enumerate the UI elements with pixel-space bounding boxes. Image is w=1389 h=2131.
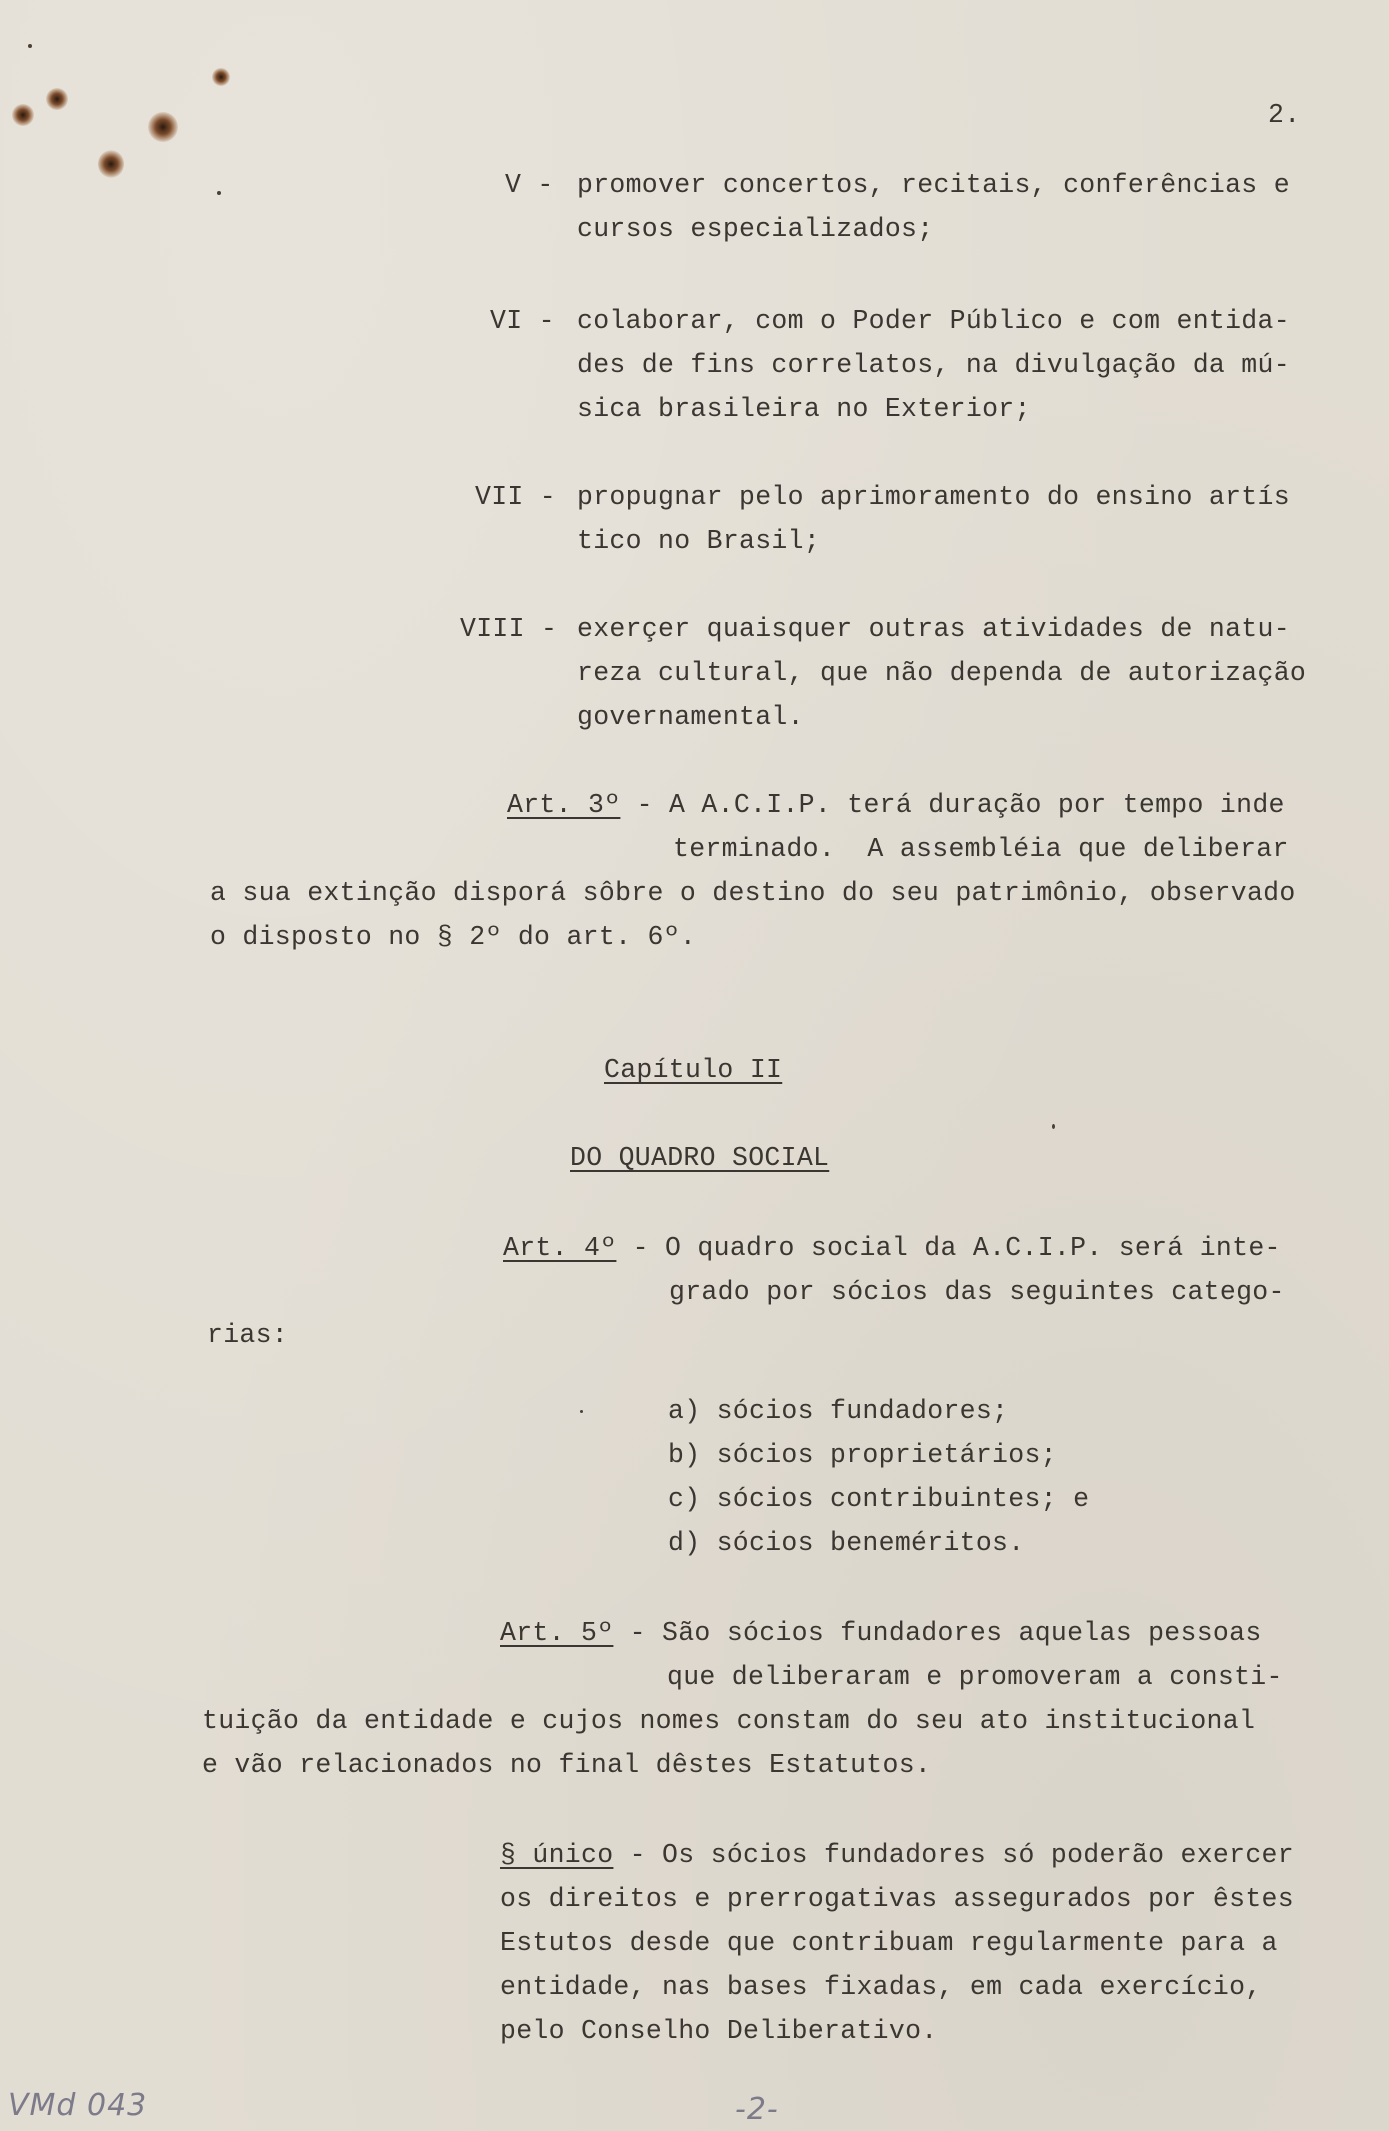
item-line: exerçer quaisquer outras atividades de natu-: [577, 614, 1290, 644]
article-3: [507, 790, 1285, 820]
article-line: a sua extinção disporá sôbre o destino do seu patrimônio, observado: [210, 878, 1296, 908]
item-line: reza cultural, que não dependa de autorização: [577, 658, 1307, 688]
item-numeral: VII -: [475, 482, 557, 512]
article-line: grado por sócios das seguintes catego-: [669, 1277, 1285, 1307]
speck: [28, 44, 32, 48]
article-label: Art. 5º: [500, 1618, 614, 1648]
item-numeral: VIII -: [460, 614, 558, 644]
speck: [580, 1410, 583, 1413]
stain-mark: [46, 88, 68, 110]
article-text: - São sócios fundadores aquelas pessoas: [613, 1618, 1262, 1648]
article-4: [503, 1233, 1281, 1263]
paragraph-line: entidade, nas bases fixadas, em cada exercício,: [500, 1972, 1262, 2002]
item-line: colaborar, com o Poder Público e com entida-: [577, 306, 1290, 336]
article-line: que deliberaram e promoveram a consti-: [667, 1662, 1283, 1692]
item-line: des de fins correlatos, na divulgação da mú-: [577, 350, 1290, 380]
article-line: o disposto no § 2º do art. 6º.: [210, 922, 697, 952]
handwritten-archive-code: VMd 043: [8, 2088, 148, 2123]
article-text: - O quadro social da A.C.I.P. será inte-: [616, 1233, 1281, 1263]
category-item: c) sócios contribuintes; e: [668, 1484, 1090, 1514]
article-line: e vão relacionados no final dêstes Estatutos.: [202, 1750, 932, 1780]
item-line: tico no Brasil;: [577, 526, 821, 556]
stain-mark: [212, 68, 230, 86]
item-line: governamental.: [577, 702, 804, 732]
stain-mark: [12, 104, 34, 126]
article-5: [500, 1618, 1262, 1648]
paragraph-line: pelo Conselho Deliberativo.: [500, 2016, 938, 2046]
item-line: promover concertos, recitais, conferências e: [577, 170, 1290, 200]
item-line: cursos especializados;: [577, 214, 934, 244]
chapter-subtitle: DO QUADRO SOCIAL: [570, 1143, 830, 1173]
paragraph-text: - Os sócios fundadores só poderão exercer: [613, 1840, 1294, 1870]
handwritten-page-mark: -2-: [735, 2092, 779, 2127]
speck: [1052, 1124, 1055, 1129]
item-line: sica brasileira no Exterior;: [577, 394, 1031, 424]
article-line: tuição da entidade e cujos nomes constam do seu ato institucional: [202, 1706, 1256, 1736]
article-text: - A A.C.I.P. terá duração por tempo inde: [620, 790, 1285, 820]
article-label: Art. 3º: [507, 790, 621, 820]
paragraph-unico: [500, 1840, 1294, 1870]
item-line: propugnar pelo aprimoramento do ensino artís: [577, 482, 1290, 512]
page-number: 2.: [1268, 100, 1301, 130]
item-numeral: VI -: [490, 306, 555, 336]
paragraph-line: os direitos e prerrogativas assegurados por êstes: [500, 1884, 1294, 1914]
category-item: b) sócios proprietários;: [668, 1440, 1057, 1470]
article-line: rias:: [207, 1320, 289, 1350]
category-item: d) sócios beneméritos.: [668, 1528, 1025, 1558]
paragraph-line: Estutos desde que contribuam regularmente para a: [500, 1928, 1278, 1958]
stain-mark: [148, 112, 178, 142]
item-numeral: V -: [505, 170, 554, 200]
speck: [217, 191, 221, 195]
stain-mark: [98, 150, 124, 178]
paragraph-label: § único: [500, 1840, 614, 1870]
chapter-title: Capítulo II: [604, 1055, 783, 1085]
article-line: terminado. A assembléia que deliberar: [673, 834, 1289, 864]
category-item: a) sócios fundadores;: [668, 1396, 1009, 1426]
article-label: Art. 4º: [503, 1233, 617, 1263]
